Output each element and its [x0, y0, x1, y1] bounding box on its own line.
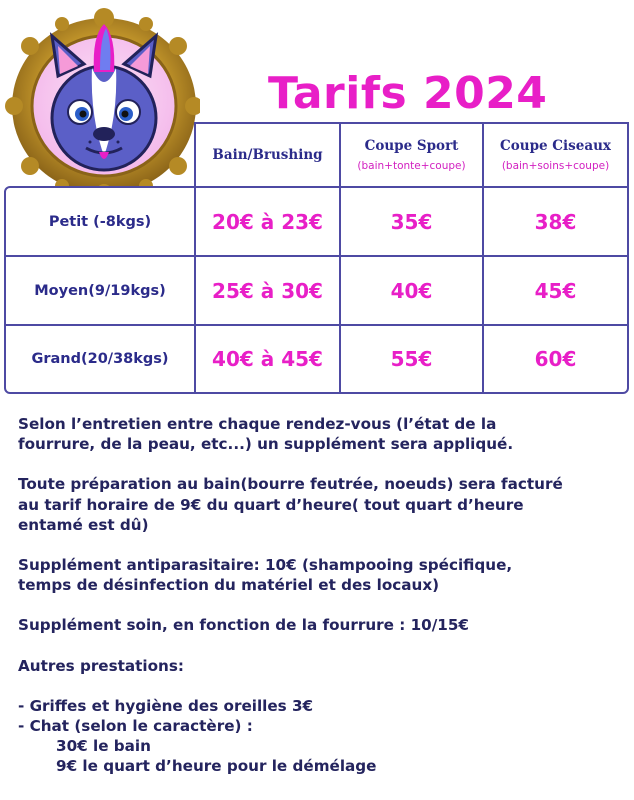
note-line: fourrure, de la peau, etc...) un supplément sera appliqué. — [18, 435, 514, 454]
note-line: temps de désinfection du matériel et des locaux) — [18, 576, 440, 595]
price-value: 60€ — [534, 347, 577, 371]
price-cell — [194, 255, 341, 326]
note-line: Toute préparation au bain(bourre feutrée, noeuds) sera facturé — [18, 475, 563, 494]
price-cell — [482, 324, 629, 394]
price-cell — [194, 324, 341, 394]
header-label: Coupe Sport — [364, 138, 459, 154]
price-value: 35€ — [390, 209, 433, 234]
row-label-grand — [4, 324, 196, 394]
row-label: Grand(20/38kgs) — [31, 351, 169, 367]
header-label: Coupe Ciseaux — [500, 138, 611, 154]
header-sublabel: (bain+tonte+coupe) — [357, 160, 466, 172]
price-cell — [339, 324, 484, 394]
price-cell — [194, 186, 341, 257]
price-value: 45€ — [534, 278, 577, 303]
note-line: Selon l’entretien entre chaque rendez-vous (l’état de la — [18, 415, 497, 433]
price-value: 40€ — [390, 278, 433, 303]
header-sublabel: (bain+soins+coupe) — [501, 160, 610, 172]
price-cell — [339, 186, 484, 257]
price-value: 38€ — [534, 209, 577, 234]
note-line: 9€ le quart d’heure pour le démélage — [56, 757, 377, 776]
price-value: 20€ à 23€ — [212, 209, 323, 234]
note-line: Autres prestations: — [18, 656, 184, 675]
price-value: 55€ — [390, 347, 433, 371]
page-title: Tarifs 2024 — [268, 68, 548, 119]
note-line: 30€ le bain — [56, 737, 151, 756]
pricing-notes — [18, 414, 618, 777]
price-cell — [339, 255, 484, 326]
note-line: Supplément soin, en fonction de la fourrure : 10/15€ — [18, 616, 469, 635]
header-coupe-ciseaux — [482, 122, 629, 188]
header-label: Bain/Brushing — [212, 147, 323, 163]
header-coupe-sport — [339, 122, 484, 188]
row-label-moyen — [4, 255, 196, 326]
note-line: - Griffes et hygiène des oreilles 3€ — [18, 696, 314, 715]
row-label: Petit (-8kgs) — [48, 213, 152, 230]
row-label-petit — [4, 186, 196, 257]
price-cell — [482, 186, 629, 257]
row-label: Moyen(9/19kgs) — [34, 282, 166, 299]
header-bain-brushing — [194, 122, 341, 188]
price-cell — [482, 255, 629, 326]
price-value: 40€ à 45€ — [212, 347, 323, 371]
note-line: au tarif horaire de 9€ du quart d’heure( tout quart d’heure — [18, 495, 524, 514]
note-line: entamé est dû) — [18, 515, 149, 534]
note-line: - Chat (selon le caractère) : — [18, 717, 253, 736]
note-line: Supplément antiparasitaire: 10€ (shampooing spécifique, — [18, 556, 513, 575]
price-value: 25€ à 30€ — [212, 278, 323, 303]
price-table — [4, 122, 629, 394]
